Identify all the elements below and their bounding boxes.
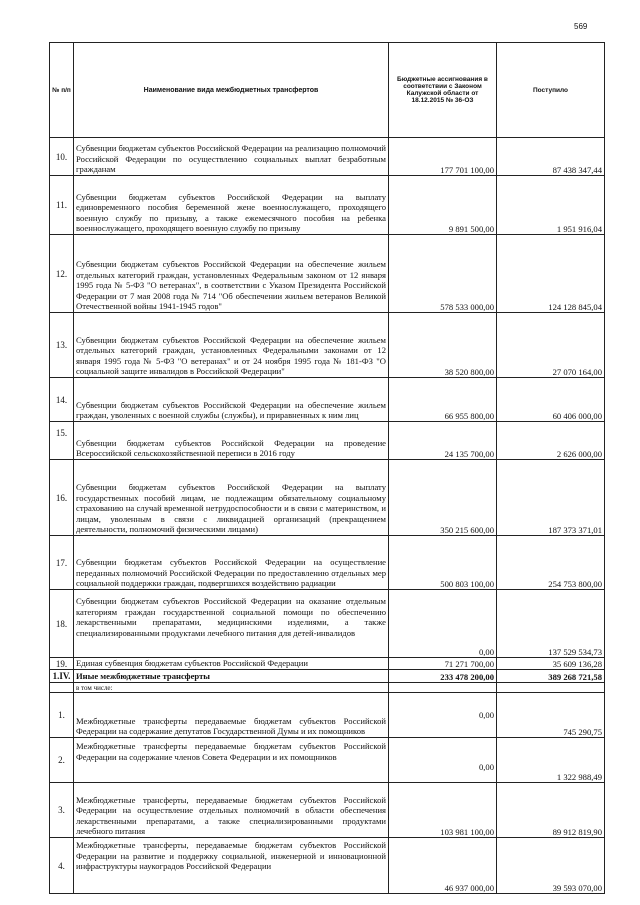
row-budget: 9 891 500,00 — [389, 176, 497, 235]
row-received: 35 609 136,28 — [497, 658, 605, 670]
row-num: 2. — [50, 738, 74, 783]
row-received: 124 128 845,04 — [497, 235, 605, 313]
row-budget: 350 215 600,00 — [389, 460, 497, 536]
row-budget: 71 271 700,00 — [389, 658, 497, 670]
row-name: Межбюджетные трансферты передаваемые бюджетам субъектов Российской Федерации на содержание депутатов Государственной Думы и их помощников — [74, 693, 389, 738]
section-row — [50, 670, 605, 683]
row-budget: 0,00 — [389, 738, 497, 783]
row-name: Субвенции бюджетам субъектов Российской Федерации на обеспечение жильем граждан, уволенных с военной службы (службы), и приравненных к ним лиц — [74, 378, 389, 422]
row-budget: 0,00 — [389, 590, 497, 658]
table-row — [50, 378, 605, 422]
row-name: Межбюджетные трансферты, передаваемые бюджетам субъектов Российской Федерации на осуществление отдельных полномочий в области обеспечения лекарственными препаратами, а также специализированными продуктами лечебного питания — [74, 783, 389, 838]
row-received: 254 753 800,00 — [497, 536, 605, 590]
row-name: Субвенции бюджетам субъектов Российской Федерации на обеспечение жильем отдельных категорий граждан, установленных Федеральным законом от 12 января 1995 года № 5-ФЗ "О ветеранах", в соответствии с Указом Президента Российской Федерации от 7 мая 2008 года № 714 "Об обеспечении жильем ветеранов Великой Отечественной войны 1941-1945 годов" — [74, 235, 389, 313]
row-name: Единая субвенция бюджетам субъектов Российской Федерации — [74, 658, 389, 670]
table-row — [50, 235, 605, 313]
table-row — [50, 783, 605, 838]
row-budget: 500 803 100,00 — [389, 536, 497, 590]
row-received: 137 529 534,73 — [497, 590, 605, 658]
row-name: Субвенции бюджетам субъектов Российской Федерации на реализацию полномочий Российской Федерации по осуществлению социальных выплат безработным гражданам — [74, 138, 389, 176]
row-name: Межбюджетные трансферты, передаваемые бюджетам субъектов Российской Федерации на развитие и поддержку социальной, инженерной и инновационной инфраструктуры наукоградов Российской Федерации — [74, 838, 389, 894]
section-received: 389 268 721,58 — [497, 670, 605, 683]
row-received: 27 070 164,00 — [497, 313, 605, 378]
in-that-number-row — [50, 683, 605, 693]
row-received: 89 912 819,90 — [497, 783, 605, 838]
row-num: 19. — [50, 658, 74, 670]
transfers-table — [49, 42, 605, 894]
table-row — [50, 460, 605, 536]
row-received: 1 322 988,49 — [497, 738, 605, 783]
table-row — [50, 536, 605, 590]
row-num: 16. — [50, 460, 74, 536]
header-num: № п/п — [50, 43, 74, 138]
header-name: Наименование вида межбюджетных трансфертов — [74, 43, 389, 138]
section-budget: 233 478 200,00 — [389, 670, 497, 683]
row-budget: 38 520 800,00 — [389, 313, 497, 378]
row-num: 13. — [50, 313, 74, 378]
row-num: 11. — [50, 176, 74, 235]
row-name: Межбюджетные трансферты передаваемые бюджетам субъектов Российской Федерации на содержание членов Совета Федерации и их помощников — [74, 738, 389, 783]
row-num: 4. — [50, 838, 74, 894]
row-received: 1 951 916,04 — [497, 176, 605, 235]
row-name: Субвенции бюджетам субъектов Российской Федерации на обеспечение жильем отдельных категорий граждан, установленных Федеральными законами от 12 января 1995 года № 5-ФЗ "О ветеранах" и от 24 ноября 1995 года № 181-ФЗ "О социальной защите инвалидов в Российской Федерации" — [74, 313, 389, 378]
row-num: 15. — [50, 422, 74, 460]
row-received: 60 406 000,00 — [497, 378, 605, 422]
row-budget: 66 955 800,00 — [389, 378, 497, 422]
in-that-number-label: в том числе: — [74, 683, 389, 693]
row-num: 1. — [50, 693, 74, 738]
row-received: 39 593 070,00 — [497, 838, 605, 894]
row-num: 18. — [50, 590, 74, 658]
section-num: 1.IV. — [50, 670, 74, 683]
table-row — [50, 693, 605, 738]
table-row — [50, 838, 605, 894]
row-budget: 46 937 000,00 — [389, 838, 497, 894]
table-row — [50, 422, 605, 460]
row-num: 17. — [50, 536, 74, 590]
table-row — [50, 138, 605, 176]
table-row — [50, 738, 605, 783]
row-name: Субвенции бюджетам субъектов Российской Федерации на выплату единовременного пособия беременной жене военнослужащего, проходящего военную службу по призыву, а также ежемесячного пособия на ребенка военнослужащего, проходящего военную службу по призыву — [74, 176, 389, 235]
row-num: 10. — [50, 138, 74, 176]
page-number: 569 — [574, 22, 588, 31]
table-header — [50, 43, 605, 138]
table-row — [50, 313, 605, 378]
table-row — [50, 176, 605, 235]
row-num: 14. — [50, 378, 74, 422]
row-name: Субвенции бюджетам субъектов Российской Федерации на выплату государственных пособий лицам, не подлежащим обязательному социальному страхованию на случай временной нетрудоспособности и в связи с материнством, и лицам, уволенным в связи с ликвидацией организаций (прекращением деятельности, полномочий физическими лицами) — [74, 460, 389, 536]
row-received: 745 290,75 — [497, 693, 605, 738]
row-name: Субвенции бюджетам субъектов Российской Федерации на проведение Всероссийской сельскохозяйственной переписи в 2016 году — [74, 422, 389, 460]
section-name: Иные межбюджетные трансферты — [74, 670, 389, 683]
row-received: 2 626 000,00 — [497, 422, 605, 460]
row-received: 87 438 347,44 — [497, 138, 605, 176]
row-budget: 177 701 100,00 — [389, 138, 497, 176]
row-num: 3. — [50, 783, 74, 838]
row-budget: 0,00 — [389, 693, 497, 738]
row-budget: 103 981 100,00 — [389, 783, 497, 838]
row-name: Субвенции бюджетам субъектов Российской Федерации на осуществление переданных полномочий Российской Федерации по предоставлению отдельных мер социальной поддержки граждан, подвергшихся воздействию радиации — [74, 536, 389, 590]
row-received: 187 373 371,01 — [497, 460, 605, 536]
row-budget: 24 135 700,00 — [389, 422, 497, 460]
table-row — [50, 590, 605, 658]
row-name: Субвенции бюджетам субъектов Российской Федерации на оказание отдельным категориям граждан государственной социальной помощи по обеспечению лекарственными препаратами, медицинскими изделиями, а также специализированными продуктами лечебного питания для детей-инвалидов — [74, 590, 389, 658]
header-budget: Бюджетные ассигнования в соответствии с Законом Калужской области от 18.12.2015 № 36-ОЗ — [389, 43, 497, 138]
header-received: Поступило — [497, 43, 605, 138]
row-budget: 578 533 000,00 — [389, 235, 497, 313]
row-num: 12. — [50, 235, 74, 313]
table-row — [50, 658, 605, 670]
